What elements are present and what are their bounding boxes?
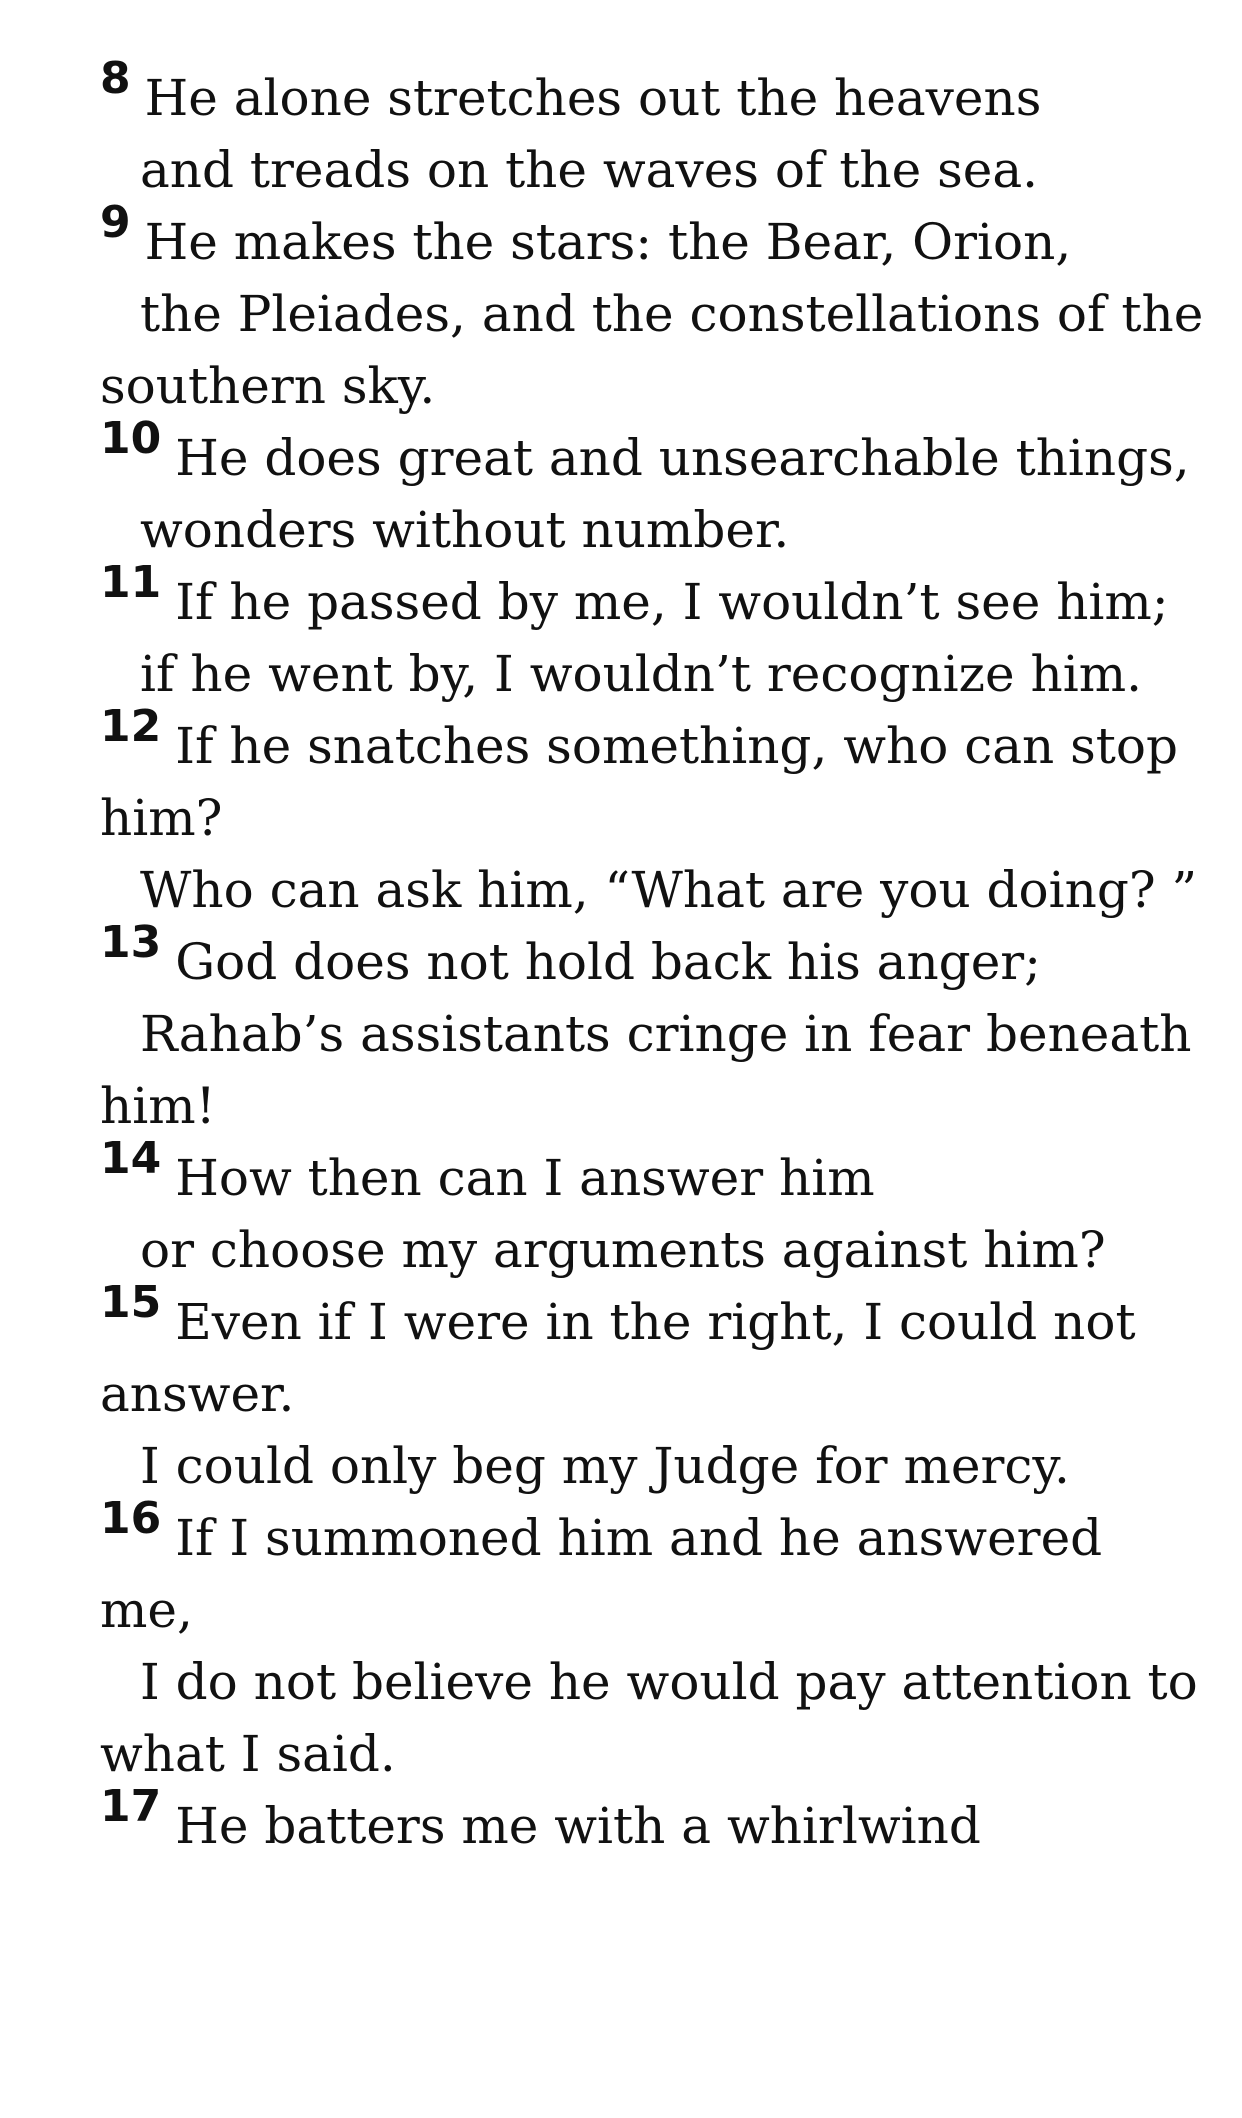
verse-number: 8 [100, 53, 131, 104]
verse-line: or choose my arguments against him? [140, 1221, 1106, 1279]
verse-text: He makes the stars: the Bear, Orion, [144, 213, 1072, 271]
verse-line: if he went by, I wouldn’t recognize him. [140, 645, 1143, 703]
verse-line [100, 917, 1202, 998]
verse-text: How then can I answer him [175, 1149, 875, 1207]
verse-line: him? [100, 789, 223, 847]
verse-8 [100, 53, 1202, 206]
verse-line: what I said. [100, 1725, 396, 1783]
verse-line [100, 1493, 1202, 1574]
verse-text: If he passed by me, I wouldn’t see him; [175, 573, 1169, 631]
verse-text: If he snatches something, who can stop [175, 717, 1178, 775]
verse-number: 16 [100, 1493, 162, 1544]
verse-number: 17 [100, 1781, 162, 1832]
verse-line [100, 557, 1202, 638]
verse-number: 12 [100, 701, 162, 752]
verse-line: Who can ask him, “What are you doing? ” [140, 861, 1198, 919]
verse-10 [100, 413, 1202, 566]
verse-text: God does not hold back his anger; [175, 933, 1042, 991]
verse-line: I do not believe he would pay attention to [140, 1653, 1198, 1711]
verse-line [100, 413, 1202, 494]
verse-12 [100, 701, 1202, 926]
verse-line [100, 197, 1202, 278]
verse-text: Even if I were in the right, I could not [175, 1293, 1136, 1351]
verse-text: If I summoned him and he answered [175, 1509, 1103, 1567]
verse-line [100, 701, 1202, 782]
verse-text: He does great and unsearchable things, [175, 429, 1190, 487]
verse-line: southern sky. [100, 357, 436, 415]
verse-15 [100, 1277, 1202, 1502]
verse-number: 13 [100, 917, 162, 968]
verse-text: He batters me with a whirlwind [175, 1797, 981, 1855]
verse-line: wonders without number. [140, 501, 790, 559]
verse-9 [100, 197, 1204, 422]
verse-number: 14 [100, 1133, 162, 1184]
verse-line: I could only beg my Judge for mercy. [140, 1437, 1070, 1495]
verse-16 [100, 1493, 1202, 1790]
verse-line [100, 1277, 1202, 1358]
verse-line: and treads on the waves of the sea. [140, 141, 1039, 199]
verse-line: answer. [100, 1365, 295, 1423]
verse-14 [100, 1133, 1202, 1286]
verse-text: He alone stretches out the heavens [144, 69, 1042, 127]
verse-11 [100, 557, 1202, 710]
verse-13 [100, 917, 1202, 1142]
verse-number: 15 [100, 1277, 162, 1328]
verse-line: Rahab’s assistants cringe in fear beneath [140, 1005, 1192, 1063]
verse-line: him! [100, 1077, 216, 1135]
verse-number: 9 [100, 197, 131, 248]
verse-line [100, 1781, 1202, 1862]
verse-line: the Pleiades, and the constellations of the [140, 285, 1204, 343]
verse-17 [100, 1781, 1202, 1862]
verse-line [100, 53, 1202, 134]
verse-line: me, [100, 1581, 193, 1639]
verse-number: 10 [100, 413, 162, 464]
verse-line [100, 1133, 1202, 1214]
verse-number: 11 [100, 557, 162, 608]
